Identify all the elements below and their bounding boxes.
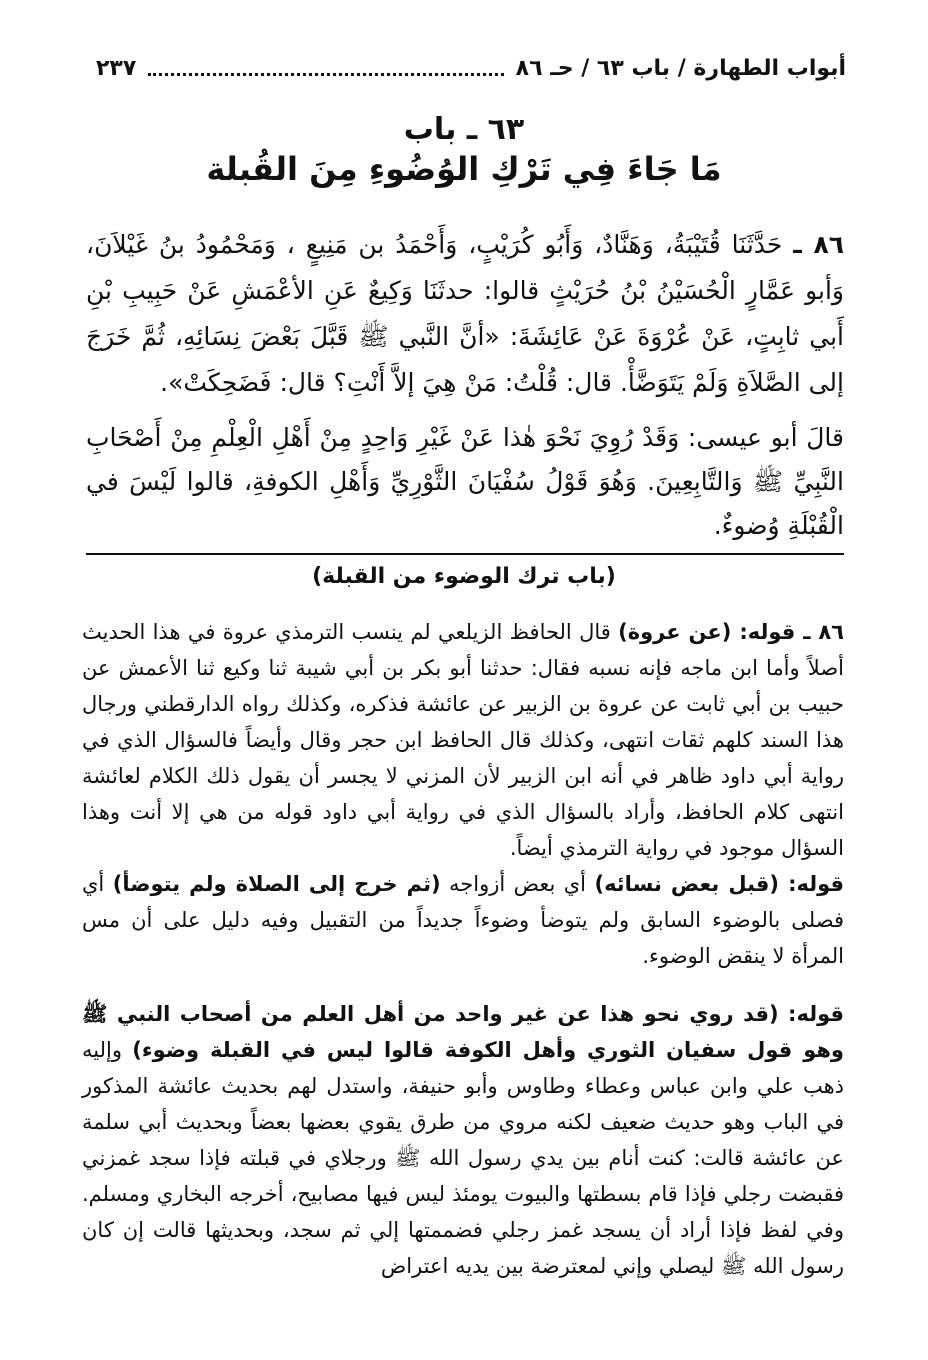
abu-isa-commentary: قالَ أبو عيسى: وَقَدْ رُوِيَ نَحْوَ هٰذا عَنْ غَيْرِ وَاحِدٍ مِنْ أَهْلِ الْعِلْمِ مِنْ أَصْحَابِ النَّبِيِّ ﷺ وَالتَّابِعِينَ. وَهُوَ قَوْلُ سُفْيَانَ الثَّوْرِيِّ وَأَهْلِ الكوفةِ، قالوا لَيْسَ في الْقُبْلَةِ وُضوءٌ. [86,423,844,540]
hadith-number: ٨٦ ـ [793,230,844,259]
footnote-divider [86,553,844,555]
sharh-p2-mid: أي بعض أزواجه [449,872,587,896]
chapter-number: ٦٣ ـ باب [403,112,525,147]
sharh-p2-quote: (ثم خرج إلى الصلاة ولم يتوضأ) [112,872,441,896]
dotted-leader [148,73,503,76]
sharh-paragraph-1 [82,614,844,866]
sharh-paragraph-2 [82,866,844,974]
sharh-paragraph-3 [82,996,844,1284]
page-number: ٢٣٧ [96,55,137,81]
sharh-p3-lead: قوله: (قد روي نحو هذا عن غير واحد من أهل العلم من أصحاب النبي ﷺ وهو قول سفيان الثوري وأهل الكوفة قالوا ليس في القبلة وضوء) [82,1002,844,1062]
sharh-p3-rest: وإليه ذهب علي وابن عباس وعطاء وطاوس وأبو حنيفة، واستدل لهم بحديث عائشة المذكور في الباب وهو حديث ضعيف لكنه مروي من طرق يقوي بعضها بعضاً وبحديث أبي سلمة عن عائشة قالت: كنت أنام بين يدي رسول الله ﷺ ورجلاي في قبلته فإذا سجد غمزني فقبضت رجلي فإذا قام بسطتها والبيوت يومئذ ليس فيها مصابيح، أخرجه البخاري ومسلم. وفي لفظ فإذا أراد أن يسجد غمز رجلي فضممتها إلي ثم سجد، وبحديثها قالت إن كان رسول الله ﷺ ليصلي وإني لمعترضة بين يديه اعتراض [82,1038,844,1278]
running-header [96,48,846,88]
hadith-text-block [86,222,844,406]
sharh-p1-text: قال الحافظ الزيلعي لم ينسب الترمذي عروة في هذا الحديث أصلاً وأما ابن ماجه فإنه نسبه فقال: حدثنا أبو بكر بن أبي شيبة ثنا وكيع ثنا الأعمش عن حبيب بن أبي ثابت عن عروة بن الزبير عن عائشة فذكره، وكذلك رواه الدارقطني ورجال هذا السند كلهم ثقات انتهى، وكذلك قال الحافظ ابن حجر وقال وأيضاً فالسؤال الذي في رواية أبي داود ظاهر في أنه ابن الزبير لأن المزني لا يجسر أن يقول ذلك الكلام لعائشة انتهى كلام الحافظ، وأراد بالسؤال الذي في رواية أبي داود قوله من هي إلا أنت وهذا السؤال موجود في رواية الترمذي أيضاً. [82,620,844,860]
sharh-title: (باب ترك الوضوء من القبلة) [312,564,616,589]
chapter-title: مَا جَاءَ فِي تَرْكِ الوُضُوءِ مِنَ القُبلة [206,150,722,188]
sharh-p2-lead: قوله: (قبل بعض نسائه) [594,872,844,896]
sharh-p1-lead: ٨٦ ـ قوله: (عن عروة) [618,620,844,644]
hadith-text: حَدَّثَنَا قُتَيْبَةُ، وَهَنَّادٌ، وَأَبُو كُرَيْبٍ، وَأَحْمَدُ بن مَنِيعٍ ، وَمَحْمُودُ بنُ غَيْلاَنَ، وَأبو عَمَّارٍ الْحُسَيْنُ بْنُ حُرَيْثٍ قالوا: حدثَنَا وَكِيعٌ عَنِ الأعْمَشِ عَنْ حَبِيبِ بْنِ أَبي ثابِتٍ، عَنْ عُرْوَةَ عَنْ عَائِشَةَ: «أنَّ النَّبي ﷺ قَبَّلَ بَعْضَ نِسَائِهِ، ثُمَّ خَرَجَ إلى الصَّلاَةِ وَلَمْ يَتَوَضَّأْ. قال: قُلْتُ: مَنْ هِيَ إلاَّ أَنْتِ؟ قال: فَضَحِكَتْ». [86,230,844,397]
sharh-p2-rest: أي فصلى بالوضوء السابق ولم يتوضأ وضوءاً جديداً من التقبيل وفيه دليل على أن مس المرأة لا ينقض الوضوء. [82,872,844,968]
running-title: أبواب الطهارة / باب ٦٣ / حـ ٨٦ [515,55,846,81]
